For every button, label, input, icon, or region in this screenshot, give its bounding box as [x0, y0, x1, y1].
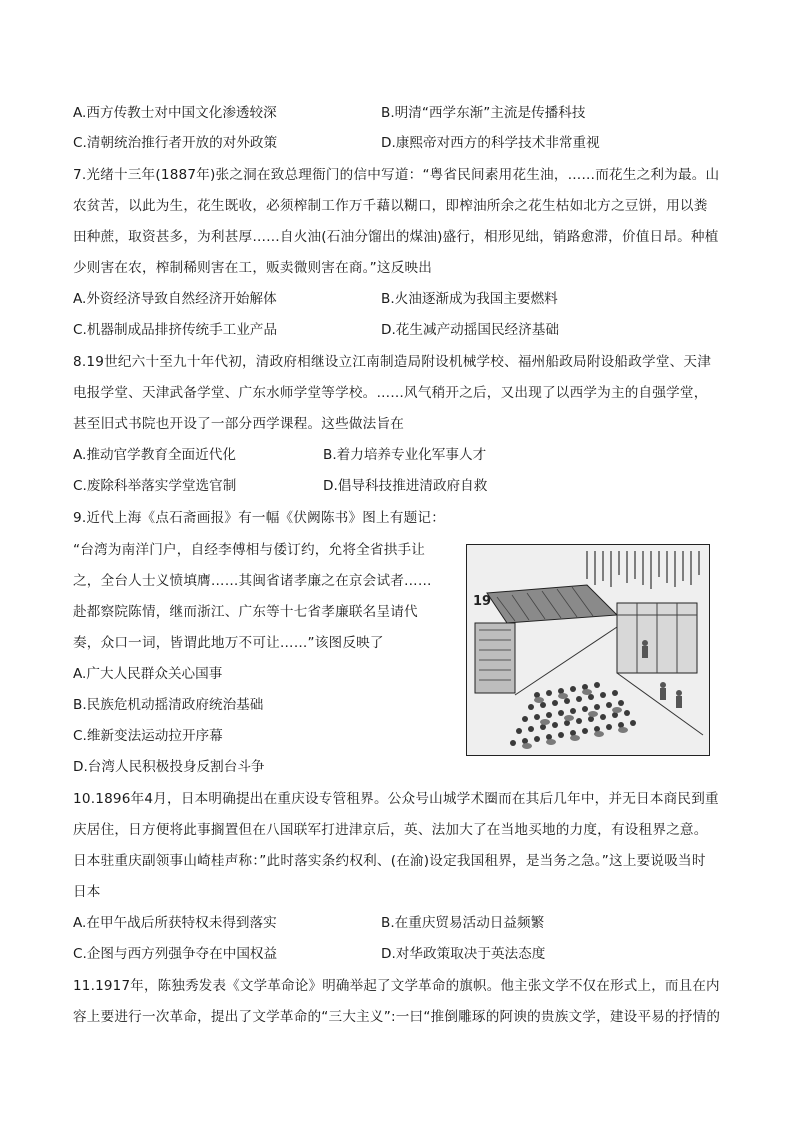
q11-stem-line: 11.1917年，陈独秀发表《文学革命论》明确举起了文学革命的旗帜。他主张文学不仅在形式上，而且在内	[73, 978, 720, 994]
q8-option-b[interactable]: B.着力培养专业化军事人才	[323, 447, 487, 463]
q8-stem-line: 电报学堂、天津武备学堂、广东水师学堂等学校。……风气稍开之后，又出现了以西学为主的自强学堂，	[73, 385, 708, 401]
q7-option-b[interactable]: B.火油逐渐成为我国主要燃料	[381, 291, 558, 307]
woodcut-illustration-icon	[467, 545, 709, 755]
q9-option-b[interactable]: B.民族危机动摇清政府统治基础	[73, 697, 264, 713]
q9-stem-line: 9.近代上海《点石斋画报》有一幅《伏阙陈书》图上有题记：	[73, 510, 446, 526]
q6-option-b[interactable]: B.明清“西学东渐”主流是传播科技	[381, 105, 586, 121]
illustration-number: 19	[473, 594, 492, 609]
q9-illustration	[466, 544, 710, 756]
q11-stem-line: 容上要进行一次革命，提出了文学革命的“三大主义”:一曰“推倒雕琢的阿谀的贵族文学，建设平易的抒情的	[73, 1009, 721, 1025]
q8-stem-line: 8.19世纪六十至九十年代初，清政府相继设立江南制造局附设机械学校、福州船政局附设船政学堂、天津	[73, 354, 711, 370]
q7-option-c[interactable]: C.机器制成品排挤传统手工业产品	[73, 322, 278, 338]
q7-option-a[interactable]: A.外资经济导致自然经济开始解体	[73, 291, 277, 307]
q10-stem-line: 庆居住，日方便将此事搁置但在八国联军打进津京后，英、法加大了在当地买地的力度，有设租界之意。	[73, 822, 708, 838]
q9-option-d[interactable]: D.台湾人民积极投身反割台斗争	[73, 759, 265, 775]
q7-option-d[interactable]: D.花生减产动摇国民经济基础	[381, 322, 559, 338]
q7-stem-line: 农贫苦，以此为生，花生既收，必须榨制工作万千藉以糊口，即榨油所余之花生枯如北方之豆饼，用以粪	[73, 198, 708, 214]
q10-option-c[interactable]: C.企图与西方列强争夺在中国权益	[73, 946, 278, 962]
q6-option-d[interactable]: D.康熙帝对西方的科学技术非常重视	[381, 135, 600, 151]
q6-option-c[interactable]: C.清朝统治推行者开放的对外政策	[73, 135, 278, 151]
q9-stem-line: 奏，众口一词，皆谓此地万不可让……”该图反映了	[73, 635, 384, 651]
q8-option-c[interactable]: C.废除科举落实学堂选官制	[73, 478, 237, 494]
q7-stem-line: 少则害在农，榨制稀则害在工，贩卖微则害在商。”这反映出	[73, 260, 433, 276]
q10-option-b[interactable]: B.在重庆贸易活动日益频繁	[381, 915, 545, 931]
q10-stem-line: 10.1896年4月，日本明确提出在重庆设专管租界。公众号山城学术圈而在其后几年中，并无日本商民到重	[73, 791, 719, 807]
q8-stem-line: 甚至旧式书院也开设了一部分西学课程。这些做法旨在	[73, 416, 405, 432]
q9-option-a[interactable]: A.广大人民群众关心国事	[73, 666, 223, 682]
q7-stem-line: 7.光绪十三年(1887年)张之洞在致总理衙门的信中写道：“粤省民间素用花生油，……而花生之利为最。山	[73, 167, 720, 183]
q10-stem-line: 日本驻重庆副领事山崎桂声称：”此时落实条约权利、(在渝)设定我国租界，是当务之急。”这上要说吸当时	[73, 853, 706, 869]
q10-option-a[interactable]: A.在甲午战后所获特权未得到落实	[73, 915, 277, 931]
q10-option-d[interactable]: D.对华政策取决于英法态度	[381, 946, 546, 962]
q10-stem-line: 日本	[73, 884, 101, 900]
q6-option-a[interactable]: A.西方传教士对中国文化渗透较深	[73, 105, 277, 121]
q9-stem-line: 之，全台人士义愤填膺……其闽省诸孝廉之在京会试者……	[73, 573, 432, 589]
q9-option-c[interactable]: C.维新变法运动拉开序幕	[73, 728, 223, 744]
q9-stem-line: 赴都察院陈情，继而浙江、广东等十七省孝廉联名呈请代	[73, 604, 418, 620]
q8-option-a[interactable]: A.推动官学教育全面近代化	[73, 447, 236, 463]
q8-option-d[interactable]: D.倡导科技推进清政府自救	[323, 478, 488, 494]
q9-stem-line: “台湾为南洋门户，自经李傅相与倭订约，允将全省拱手让	[73, 542, 426, 558]
q7-stem-line: 田种蔗，取资甚多，为利甚厚……自火油(石油分馏出的煤油)盛行，相形见绌，销路愈滞，价值日昂。种植	[73, 229, 719, 245]
